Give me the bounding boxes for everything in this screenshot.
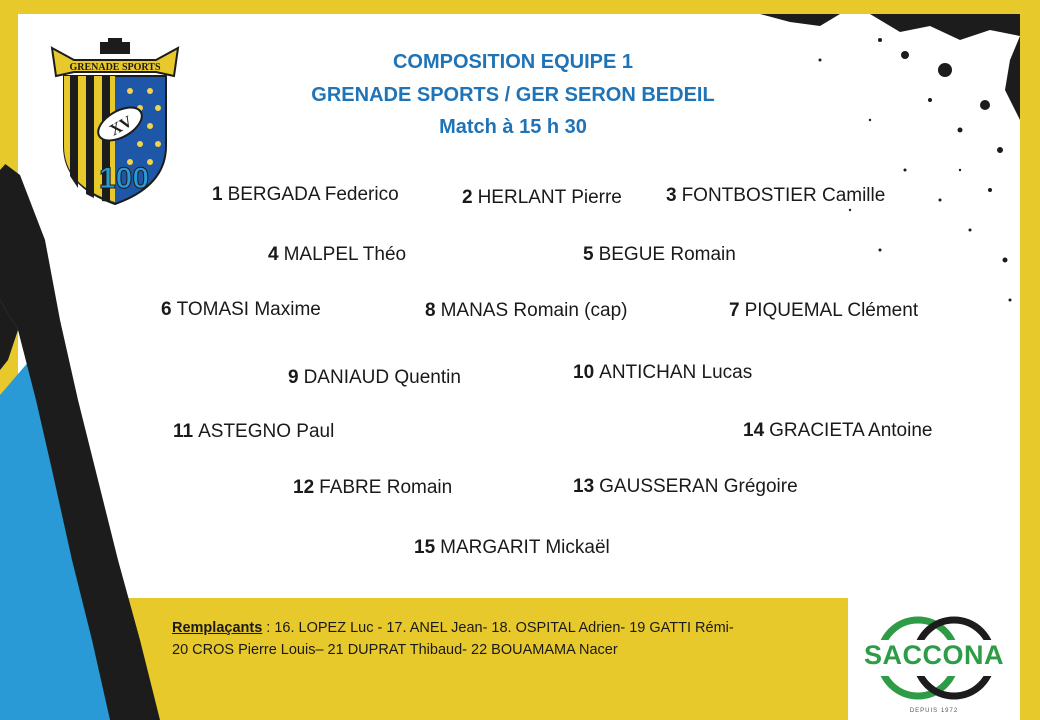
title-line-2: GRENADE SPORTS / GER SERON BEDEIL [311, 84, 715, 106]
player-2 [462, 188, 622, 207]
player-7 [729, 301, 918, 320]
player-number: 15 [414, 537, 436, 558]
player-number: 6 [161, 299, 172, 320]
player-name: ASTEGNO Paul [198, 421, 335, 442]
player-13 [573, 477, 798, 496]
player-name: DANIAUD Quentin [303, 367, 461, 388]
player-name: GRACIETA Antoine [769, 420, 933, 441]
crest-banner-text: GRENADE SPORTS [69, 62, 161, 73]
player-name: FONTBOSTIER Camille [681, 185, 886, 206]
player-5 [583, 245, 736, 264]
player-14 [743, 421, 932, 440]
player-1 [212, 185, 399, 204]
player-name: FABRE Romain [319, 477, 453, 498]
club-crest-logo [50, 36, 180, 208]
sponsor-name: SACCONA [863, 640, 1004, 670]
player-11 [173, 422, 334, 441]
substitutes-line-1: : 16. LOPEZ Luc - 17. ANEL Jean- 18. OSPITAL Adrien- 19 GATTI Rémi- [262, 620, 734, 636]
player-number: 7 [729, 300, 740, 321]
substitutes-block [172, 617, 812, 661]
player-number: 1 [212, 184, 223, 205]
player-name: BEGUE Romain [598, 244, 736, 265]
substitutes-line-2: 20 CROS Pierre Louis– 21 DUPRAT Thibaud- 22 BOUAMAMA Nacer [172, 642, 618, 658]
player-number: 2 [462, 187, 473, 208]
player-6 [161, 300, 321, 319]
player-number: 4 [268, 244, 279, 265]
player-name: TOMASI Maxime [176, 299, 321, 320]
player-name: BERGADA Federico [227, 184, 399, 205]
player-12 [293, 478, 452, 497]
player-10 [573, 363, 752, 382]
player-name: ANTICHAN Lucas [599, 362, 753, 383]
player-name: HERLANT Pierre [477, 187, 622, 208]
player-name: GAUSSERAN Grégoire [599, 476, 798, 497]
player-number: 12 [293, 477, 315, 498]
player-number: 11 [173, 421, 194, 442]
player-number: 13 [573, 476, 595, 497]
player-15 [414, 538, 610, 557]
player-9 [288, 368, 461, 387]
player-name: PIQUEMAL Clément [744, 300, 919, 321]
sponsor-logo [848, 598, 1020, 720]
player-name: MANAS Romain (cap) [440, 300, 628, 321]
player-3 [666, 186, 885, 205]
substitutes-label: Remplaçants [172, 620, 263, 636]
player-number: 5 [583, 244, 594, 265]
sponsor-tagline: DEPUIS 1972 [909, 708, 959, 714]
player-name: MALPEL Théo [283, 244, 407, 265]
player-number: 9 [288, 367, 299, 388]
crest-badge-text: XV [106, 113, 136, 140]
player-number: 10 [573, 362, 595, 383]
title-line-3: Match à 15 h 30 [439, 116, 587, 138]
title-line-1: COMPOSITION EQUIPE 1 [392, 51, 634, 73]
player-8 [425, 301, 627, 320]
player-number: 14 [743, 420, 765, 441]
crest-number-text: 100 [98, 162, 150, 195]
player-number: 8 [425, 300, 436, 321]
player-number: 3 [666, 185, 677, 206]
player-4 [268, 245, 406, 264]
player-name: MARGARIT Mickaël [440, 537, 610, 558]
